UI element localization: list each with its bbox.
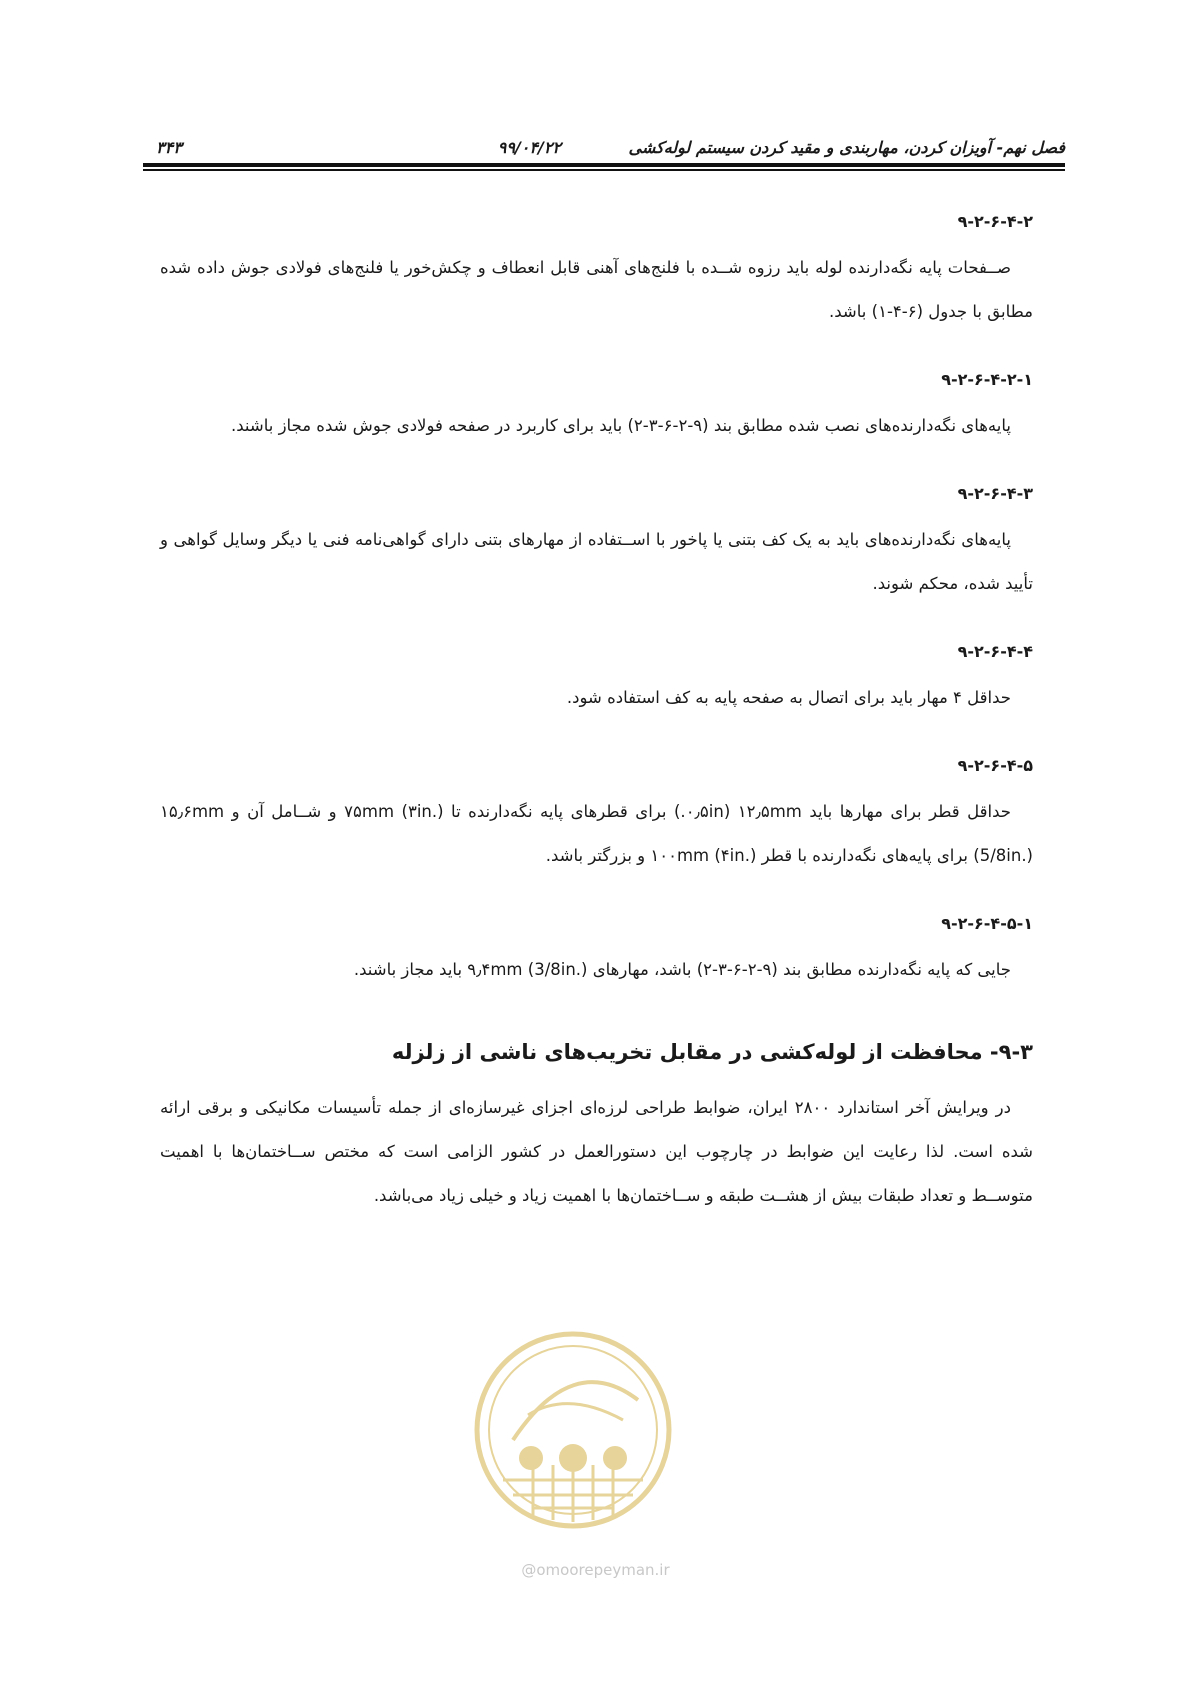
- header-rule-thin: [143, 169, 1065, 171]
- watermark-site: @omoorepeyman.ir: [521, 1561, 670, 1579]
- section-text: حداقل قطر برای مهارها باید ۱۲٫۵mm (۰٫۵in.) برای قطرهای پایه نگه‌دارنده تا ۷۵mm (۳in.) و شــامل آن و ۱۵٫۶mm (5/8in.) برای پایه‌های نگه‌دارنده با قطر ۱۰۰mm (۴in.) و بزرگتر باشد.: [160, 802, 1033, 865]
- section-heading: ۹-۳- محافظت از لوله‌کشی در مقابل تخریب‌های ناشی از زلزله: [391, 1040, 1033, 1064]
- header-rule-thick: [143, 163, 1065, 167]
- section-number: ۹-۲-۶-۴-۳: [957, 484, 1033, 503]
- page-number: ۳۴۳: [156, 138, 182, 157]
- section-number: ۹-۲-۶-۴-۲-۱: [941, 370, 1033, 389]
- section-text: پایه‌های نگه‌دارنده‌های باید به یک کف بتنی یا پاخور با اســتفاده از مهارهای بتنی دارای گواهی‌نامه فنی یا دیگر وسایل گواهی و تأیید شده، محکم شوند.: [160, 530, 1033, 593]
- section-text: پایه‌های نگه‌دارنده‌های نصب شده مطابق بند (۹-۲-۶-۳-۲) باید برای کاربرد در صفحه فولادی جوش شده مجاز باشند.: [231, 416, 1011, 435]
- section-number: ۹-۲-۶-۴-۵-۱: [941, 914, 1033, 933]
- section-number: ۹-۲-۶-۴-۵: [957, 756, 1033, 775]
- watermark-logo: [473, 1330, 673, 1530]
- chapter-title: فصل نهم- آویزان کردن، مهاربندی و مقید کردن سیستم لوله‌کشی: [628, 138, 1065, 157]
- section-text: جایی که پایه نگه‌دارنده مطابق بند (۹-۲-۶-۳-۲) باشد، مهارهای ۹٫۴mm (3/8in.) باید مجاز باشند.: [353, 960, 1011, 979]
- section-text: حداقل ۴ مهار باید برای اتصال به صفحه پایه به کف استفاده شود.: [566, 688, 1011, 707]
- body-content: [160, 198, 1033, 1240]
- section-text: صــفحات پایه نگه‌دارنده لوله باید رزوه شــده با فلنج‌های آهنی قابل انعطاف و چکش‌خور یا فلنج‌های فولادی جوش داده شده مطابق با جدول (۶-۴-۱) باشد.: [160, 258, 1033, 321]
- section-number: ۹-۲-۶-۴-۴: [957, 642, 1033, 661]
- final-paragraph: در ویرایش آخر استاندارد ۲۸۰۰ ایران، ضوابط طراحی لرزه‌ای اجزای غیرسازه‌ای از جمله تأسیسات مکانیکی و برقی ارائه شده است. لذا رعایت این ضوابط در چارچوب این دستورالعمل در کشور الزامی است که مختص ســاختمان‌ها با اهمیت متوســط و تعداد طبقات بیش از هشــت طبقه و ســاختمان‌ها با اهمیت زیاد و خیلی زیاد می‌باشد.: [160, 1098, 1033, 1205]
- section-number: ۹-۲-۶-۴-۲: [957, 212, 1033, 231]
- header-date: ۹۹/۰۴/۲۲: [497, 138, 561, 157]
